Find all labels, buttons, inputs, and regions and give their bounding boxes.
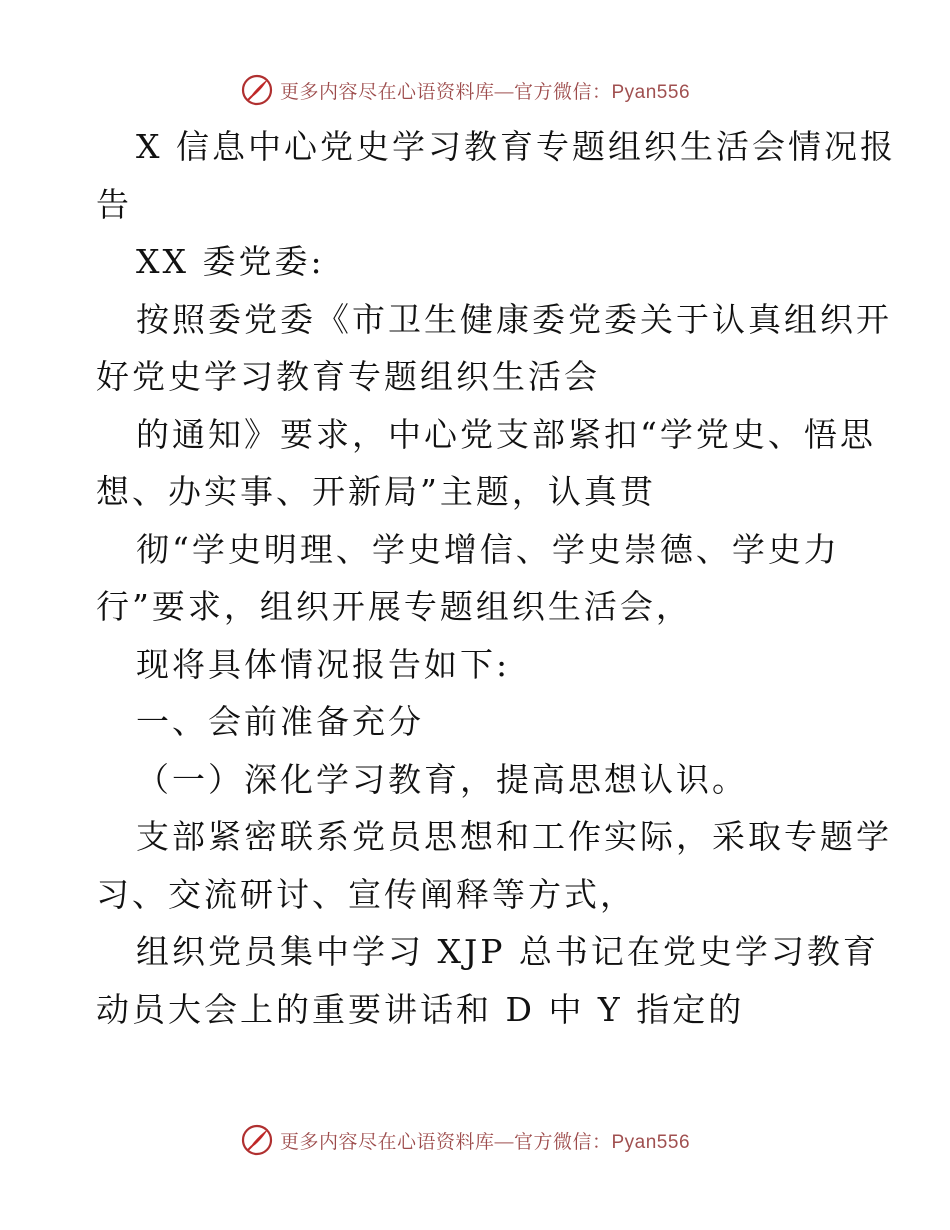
header-watermark bbox=[0, 70, 950, 110]
document-body bbox=[96, 118, 896, 1038]
doc-paragraph-line: 想、办实事、开新局”主题，认真贯 bbox=[96, 472, 656, 511]
quill-pen-logo-icon bbox=[240, 73, 274, 107]
quill-pen-logo-icon bbox=[240, 1123, 274, 1157]
doc-paragraph-line: 好党史学习教育专题组织生活会 bbox=[96, 357, 600, 396]
doc-paragraph-line: 的通知》要求，中心党支部紧扣“学党史、悟思 bbox=[136, 414, 876, 454]
doc-paragraph-line: 组织党员集中学习 XJP 总书记在党史学习教育 bbox=[136, 932, 879, 971]
doc-paragraph-line: 习、交流研讨、宣传阐释等方式， bbox=[96, 874, 636, 914]
footer-watermark bbox=[0, 1120, 950, 1160]
doc-title-line-2: 告 bbox=[96, 184, 132, 224]
doc-subsection-heading: （一）深化学习教育，提高思想认识。 bbox=[136, 759, 748, 799]
watermark-text: 更多内容尽在心语资料库—官方微信：Pyan556 bbox=[279, 1131, 691, 1153]
doc-paragraph-line: 按照委党委《市卫生健康委党委关于认真组织开 bbox=[136, 299, 892, 339]
doc-paragraph-line: 行”要求，组织开展专题组织生活会， bbox=[96, 587, 692, 626]
doc-paragraph-line: 动员大会上的重要讲话和 D 中 Y 指定的 bbox=[96, 989, 745, 1029]
doc-paragraph-line: 彻“学史明理、学史增信、学史崇德、学史力 bbox=[136, 529, 840, 569]
watermark-text: 更多内容尽在心语资料库—官方微信：Pyan556 bbox=[279, 81, 691, 103]
doc-salutation: XX 委党委: bbox=[136, 242, 325, 281]
doc-title-line-1: X 信息中心党史学习教育专题组织生活会情况报 bbox=[136, 127, 896, 166]
doc-section-heading: 一、会前准备充分 bbox=[136, 702, 424, 741]
doc-paragraph-line: 现将具体情况报告如下: bbox=[136, 644, 511, 684]
doc-paragraph-line: 支部紧密联系党员思想和工作实际，采取专题学 bbox=[136, 817, 892, 856]
